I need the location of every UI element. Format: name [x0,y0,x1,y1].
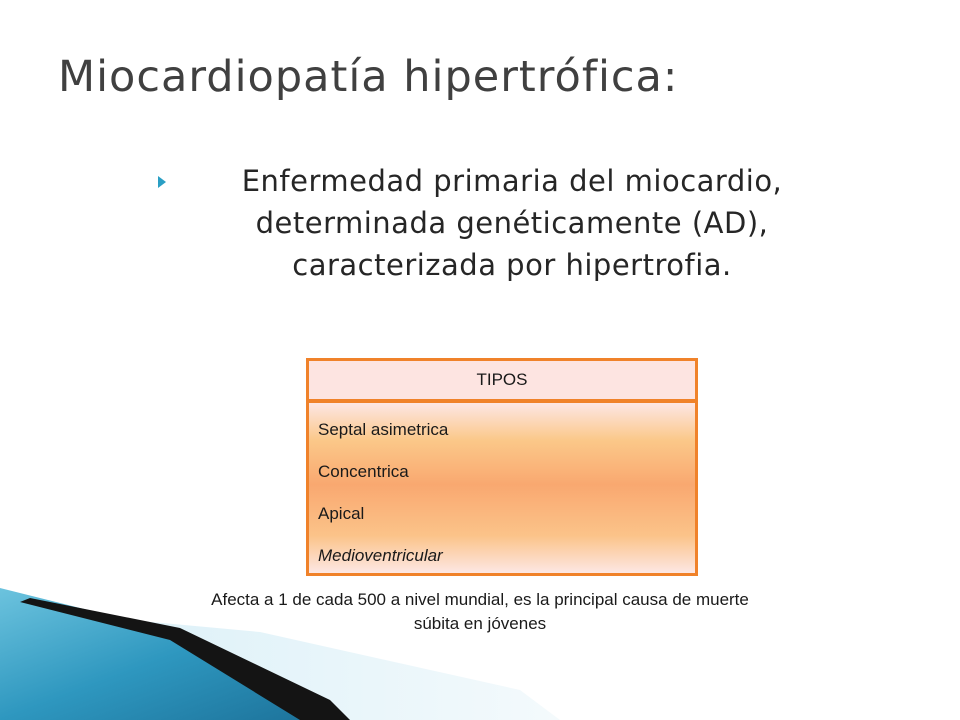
types-item-medioventricular: Medioventricular [318,546,443,565]
types-header: TIPOS [309,361,695,399]
bullet-line-1: Enfermedad primaria del miocardio, [241,164,783,198]
slide-title: Miocardiopatía hipertrófica: [58,52,679,102]
types-item-concentrica: Concentrica [318,462,409,481]
bullet-line-2: determinada genéticamente (AD), [255,206,769,240]
types-item-apical: Apical [318,504,365,523]
footnote-line-1: Afecta a 1 de cada 500 a nivel mundial, es la principal causa de muerte [211,590,749,609]
types-item-septal: Septal asimetrica [318,420,449,439]
bullet-line-3: caracterizada por hipertrofia. [292,248,732,282]
footnote-line-2: súbita en jóvenes [413,614,547,633]
